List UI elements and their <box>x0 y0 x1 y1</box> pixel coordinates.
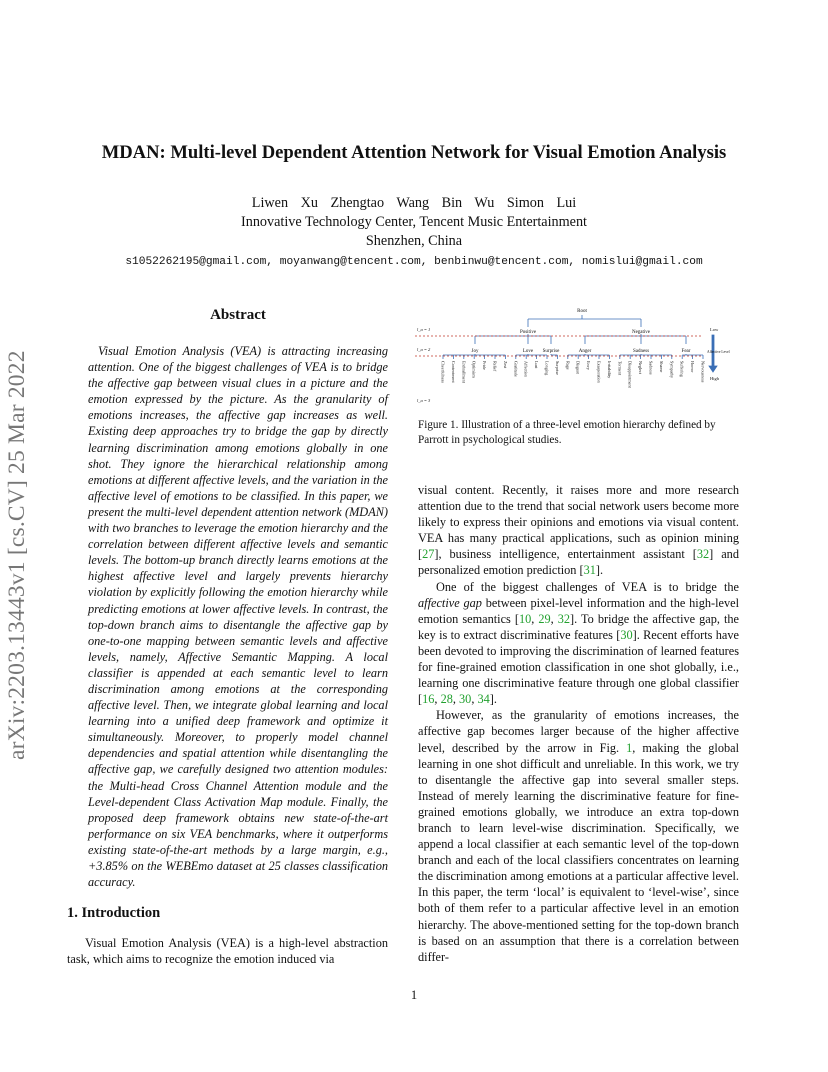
intro-paragraph-2: One of the biggest challenges of VEA is to bridge the affective gap between pixel-level information and the high-level emotion semantics [10, 29, 32]. To bridge the affective gap, the key is to extract discriminative features [30]. Recent efforts have been devoted to improving the discrimination of learned features for fine-grained emotion classification in one shot globally, i.e., learning one discriminative feature through one global classifier [16, 28, 30, 34]. <box>418 579 740 707</box>
level3-node: Gratitude <box>513 361 519 377</box>
arrow-high-label: High <box>710 376 719 381</box>
level3-node: Lust <box>534 361 540 369</box>
level-label: l_a = 2 <box>417 347 431 352</box>
abstract-heading: Abstract <box>210 307 266 323</box>
level3-node: Longing <box>544 361 550 376</box>
right-column-text <box>418 482 739 965</box>
level3-node: Cheerfulness <box>440 361 446 383</box>
introduction-paragraph: Visual Emotion Analysis (VEA) is a high-level abstraction task, which aims to recognize the emotion induced via <box>67 936 388 967</box>
level3-node: Optimism <box>471 361 477 378</box>
citation-link[interactable]: 34 <box>477 692 490 707</box>
level3-node: Irritability <box>606 361 612 379</box>
level2-node: Surprise <box>542 349 560 354</box>
introduction-heading: 1. Introduction <box>67 905 161 921</box>
level3-node: Suffering <box>679 361 685 377</box>
level2-node: Anger <box>578 349 592 354</box>
citation-link[interactable]: 1 <box>626 740 633 755</box>
author-emails: s1052262195@gmail.com, moyanwang@tencent.com, benbinwu@tencent.com, nomislui@gmail.com <box>125 256 703 268</box>
page-number: 1 <box>410 988 418 1002</box>
citation-link[interactable]: 31 <box>583 563 596 578</box>
citation-link[interactable]: 28 <box>440 692 453 707</box>
level3-node: Rage <box>565 361 571 370</box>
citation-link[interactable]: 29 <box>538 611 551 626</box>
abstract-text: Visual Emotion Analysis (VEA) is attracting increasing attention. One of the biggest challenges of VEA is to bridge the affective gap between visual clues in a picture and the emotion expressed by the picture. As the granularity of emotions increases, the affective gap increases as well. Existing deep approaches try to bridge the gap by directly learning discrimination among emotions globally in one shot. They ignore the hierarchical relationship among emotions at different affective levels, and the variation in the affective level of emotions to be classified. In this paper, we present the multi-level dependent attention network (MDAN) with two branches to leverage the emotion hierarchy and the correlation between different affective levels and semantic levels. The bottom-up branch directly learns emotions at the highest affective level and largely prevents hierarchy violation by explicitly following the emotion hierarchy while predicting emotions at lower affective levels. In contrast, the top-down branch aims to disentangle the affective gap by one-to-one mapping between semantic levels and affective levels, namely, Affective Semantic Mapping. A local classifier is appended at each semantic level to learn discrimination among emotions at the corresponding affective level. Then, we integrate global learning and local learning into a unified deep framework and optimize it simultaneously. Moreover, to properly model channel dependencies and spatial attention while disentangling the affective gap, we carefully designed two attention modules: the Multi-head Cross Channel Attention module and the Level-dependent Class Activation Map module. Finally, the proposed deep framework obtains new state-of-the-art performance on six VEA benchmarks, where it outperforms existing state-of-the-art methods by a large margin, e.g., +3.85% on the WEBEmo dataset at 25 classes classification accuracy. <box>88 344 388 890</box>
affiliation: Innovative Technology Center, Tencent Music Entertainment <box>241 214 587 230</box>
citation-link[interactable]: 32 <box>696 547 710 562</box>
figure-caption: Figure 1. Illustration of a three-level emotion hierarchy defined by Parrott in psychological studies. <box>418 419 716 446</box>
arrow-low-label: Low <box>710 327 719 332</box>
citation-link[interactable]: 32 <box>557 611 571 626</box>
level3-node: Horror <box>690 361 696 373</box>
level3-node: Zest <box>502 361 508 369</box>
root-node: Root <box>577 309 587 314</box>
location: Shenzhen, China <box>365 233 463 249</box>
level3-node: Envy <box>586 361 592 370</box>
citation-link[interactable]: 27 <box>422 547 435 562</box>
level3-node: Neglect <box>638 361 644 375</box>
level1-node: Positive <box>519 330 537 335</box>
emphasis-text: affective gap <box>418 595 482 610</box>
level3-node: Nervousness <box>700 361 706 383</box>
intro-paragraph-1: visual content. Recently, it raises more and more research attention due to the trend that social network users become more likely to express their opinions and emotions via visual content. VEA has many practical applications, such as opinion mining [27], business intelligence, entertainment assistant [32] and personalized emotion prediction [31]. <box>418 483 739 578</box>
level2-node: Fear <box>681 349 691 354</box>
level3-node: Affection <box>523 361 529 377</box>
level3-node: Relief <box>492 361 498 372</box>
level2-node: Joy <box>471 349 479 354</box>
level3-node: Surprise <box>554 361 560 375</box>
citation-link[interactable]: 10 <box>518 611 532 626</box>
level3-node: Sadness <box>648 361 654 375</box>
level3-node: Torment <box>617 361 623 376</box>
citation-link[interactable]: 30 <box>620 627 633 642</box>
authors: Liwen Xu Zhengtao Wang Bin Wu Simon Lui <box>251 195 577 211</box>
level3-node: Disgust <box>575 361 581 374</box>
level2-node: Sadness <box>632 349 650 354</box>
arxiv-stamp: arXiv:2203.13443v1 [cs.CV] 25 Mar 2022 <box>4 350 30 760</box>
citation-link[interactable]: 16 <box>422 692 435 707</box>
intro-paragraph-3: However, as the granularity of emotions increases, the affective gap becomes larger because of the higher affective level, described by the arrow in Fig. 1, making the global learning in one shot difficult and unreliable. In this work, we try to disentangle the affective gap into several smaller steps. Instead of merely learning the discriminative feature for fine-grained emotions globally, we introduce an extra top-down branch to learn level-wise discrimination. Specifically, we append a local classifier at each semantic level of the top-down branch and each of the local classifiers concentrates on learning the discrimination among emotions at a particular affective level. In this paper, the term ‘local’ is equivalent to ‘level-wise’, since both of them refer to a particular affective level in an emotion hierarchy. The above-mentioned setting for the top-down branch is based on an assumption that there is a correlation between differ- <box>418 708 739 964</box>
level1-node: Negative <box>631 330 651 335</box>
level-label: l_a = 1 <box>417 327 431 332</box>
level3-node: Enthrallment <box>461 361 467 383</box>
level3-node: Exasperation <box>596 361 602 383</box>
level3-node: Shame <box>658 361 664 373</box>
level3-node: Contentment <box>450 361 456 383</box>
level3-node: Pride <box>482 361 488 370</box>
arrow-level-label: Affective Level <box>707 350 730 354</box>
emotion-hierarchy-figure <box>413 300 743 410</box>
paper-title: MDAN: Multi-level Dependent Attention Network for Visual Emotion Analysis <box>101 142 727 163</box>
level2-node: Love <box>522 349 534 354</box>
level-label: l_a = 3 <box>417 398 431 403</box>
citation-link[interactable]: 30 <box>459 692 472 707</box>
level3-node: Sympathy <box>669 361 675 378</box>
level3-node: Disappointment <box>627 361 633 388</box>
